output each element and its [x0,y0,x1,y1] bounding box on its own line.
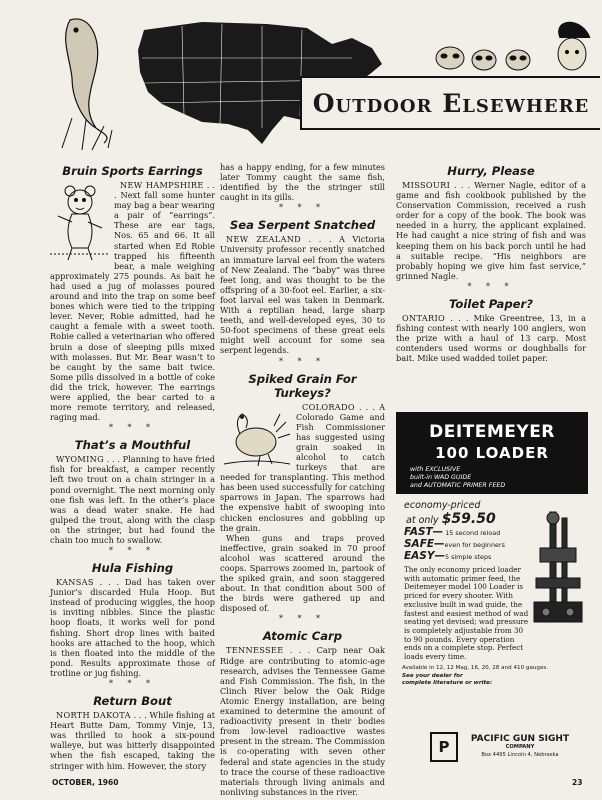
jumping-fish-illustration [66,19,107,143]
section-divider: * * * [108,679,157,689]
page-number: 23 [572,778,583,787]
section-divider: * * * [278,203,327,213]
section-divider: * * * [467,281,515,291]
ad-feature-easy: EASY—5 simple steps [404,550,492,562]
column-1 [50,158,215,771]
ad-brand: DEITEMEYER [429,422,555,442]
article-atomic-carp: TENNESSEE . . . Carp near Oak Ridge are contributing to atomic-age research, advises the Tennessee Game and Fish Commission. The fish, in the Clinch River below the Oak Ridge Atomic Energy installation, are being examined to determine the amount of radioactivity present in their bodies from low-level radioactive wastes present in the stream. The Commission is co-operating with seven other federal and state agencies in the study to trace the course of these radioactive materials through living animals and nonliving substances in the river. [220,645,385,797]
ad-model: 100 LOADER [435,444,549,462]
headline-toilet-paper: Toilet Paper? [449,296,533,311]
column-2 [220,162,385,797]
headline-sea-serpent-snatched: Sea Serpent Snatched [229,218,376,233]
article-hurry-please: MISSOURI . . . Werner Nagle, editor of a game and fish cookbook published by the Conservation Commission, received a rush order for a copy of the book. The book was needed in a hurry, the applicant explained. He had caught a nice string of fish and was keeping them on his back porch until he had a suitable recipe. “His neighbors are probably hoping we give him fast service,” grinned Nagle. [396,180,586,281]
ad-price: at only $59.50 [406,511,496,527]
ad-feature-fast: FAST— 15 second reload [404,526,501,538]
section-divider: * * * [278,356,327,366]
headline-hurry-please: Hurry, Please [447,164,535,178]
article-spiked-grain-for-turkeys: COLORADO . . . A Colorado Game and Fish Commissioner has suggested using grain soaked in alcohol to catch turkeys that are needed for transplanting. This method has been used successfully for catching sparrows in Japan. The sparrows had the expensive habit of swooping into chicken enclosures and gobbling up the grain. When guns and traps proved ineffective, grain soaked in 70 proof alcohol was scattered around the coops. Sparrows zoomed in, partook of the spiked grain, and soon staggered about. In that condition about 500 of the birds were gathered up and disposed of. [220,401,385,614]
article-toilet-paper: ONTARIO . . . Mike Greentree, 13, in a fishing contest with nearly 100 anglers, won the prize with a haul of 13 carp. Most contenders used worms or doughballs for bait. Mike used wadded toilet paper. [396,312,586,364]
headline-spiked-grain-for-turkeys: Spiked Grain For Turkeys? [248,371,357,400]
headline-thats-a-mouthful: That’s a Mouthful [74,438,191,453]
article-sea-serpent-snatched: NEW ZEALAND . . . A Victoria University professor recently snatched an immature larval eel from the waters of New Zealand. The “baby” was three feet long, and was thought to be the offspring of a 30-foot eel. Earlier, a six-foot larval eel was taken in Denmark. With a reptilian head, large sharp teeth, and well-developed eyes, 30 to 50-foot specimens of these great eels might well account for some sea serpent legends. [220,234,385,356]
headline-atomic-carp: Atomic Carp [262,629,343,644]
ad-feature-safe: SAFE—even for beginners [404,538,505,550]
article-thats-a-mouthful: WYOMING . . . Planning to have fried fish for breakfast, a camper recently left two trout on a chain stringer in a pond overnight. The next morning only one fish was left. In the other’s place was a dead water snake. He had gulped the trout, along with the clasp on the stringer, but had found the chain too much to swallow. [50,454,215,545]
bear-cartoon-illustration [50,182,110,262]
ad-availability: Available in 12, 12 Mag, 16, 20, 28 and 410 gauges. [402,664,549,671]
ad-body-text: The only economy priced loader with automatic primer feed, the Deitemeyer model 100 Loader is priced for every shooter. With exclusive built in wad guide, the fastest and easiest method of wad seating yet devised; wad pressure is completely adjustable from 30 to 90 pounds. Every operation ends on a complete stop. Perfect loads every time. [404,565,529,662]
article-return-bout-continued: has a happy ending, for a few minutes later Tommy caught the same fish, identified by the the stringer still caught in its gills. [220,162,385,203]
skunk-illustration [558,22,590,70]
section-divider: * * * [108,423,157,433]
ad-subtitle: with EXCLUSIVE built-in WAD GUIDE and AUTOMATIC PRIMER FEED [410,466,506,489]
ad-contact-note: See your dealer for complete literature or write: [402,672,493,686]
deitemeyer-loader-advertisement [396,412,588,772]
ad-header [396,412,588,494]
article-return-bout: NORTH DAKOTA . . . While fishing at Heart Butte Dam, Tommy Vinje, 13, was thrilled to hook a six-pound walleye, but was bitterly disappointed when the fish escaped, taking the stringer with him. However, the story [50,710,216,771]
section-divider: * * * [278,614,327,624]
raccoon-illustrations [436,47,530,70]
issue-date: OCTOBER, 1960 [52,778,119,787]
headline-hula-fishing: Hula Fishing [91,561,174,576]
company-info: PACIFIC GUN SIGHT COMPANY Box 4495 Lincoln 4, Nebraska [470,734,570,758]
drunk-turkey-illustration [220,404,292,470]
company-logo: P [430,732,458,762]
article-hula-fishing: KANSAS . . . Dad has taken over Junior’s discarded Hula Hoop. But instead of producing wiggles, the hoop is inviting nibbles. Since the plastic hoop floats, it works well for pond fishing. Short drop lines with baited hooks are attached to the hoop, which is then floated into the middle of the pond. Results approximate those of trotline or jug fishing. [50,577,215,678]
headline-return-bout: Return Bout [93,694,172,709]
article-bruin-sports-earrings: NEW HAMPSHIRE . . . Next fall some hunter may bag a bear wearing a pair of “earrings”. These are ear tags, Nos. 65 and 66. It all started when Ed Robie trapped his fifteenth bear, a male weighing approximately 275 pounds. As bait he had used a jug of molasses poured around and into the trap on some beef bones which were tied to the tripping lever. Never, Robie admitted, had he caught a female with a sweet tooth. Robie called a veterinarian who offered bruin a dose of sleeping pills mixed with molasses. But Mr. Bear wasn’t to be caught by the same bait twice. Some pills dissolved in a bottle of coke did the trick, however. The earrings were applied, the bear carted to a more remote territory, and released, raging mad. [50,180,215,423]
page-title: Outdoor Elsewhere [300,76,600,130]
headline-bruin-sports-earrings: Bruin Sports Earrings [62,164,203,178]
shell-loader-machine-illustration [532,508,584,628]
section-divider: * * * [108,546,157,556]
column-3 [396,158,586,363]
ad-price-line: economy-priced [404,500,481,511]
